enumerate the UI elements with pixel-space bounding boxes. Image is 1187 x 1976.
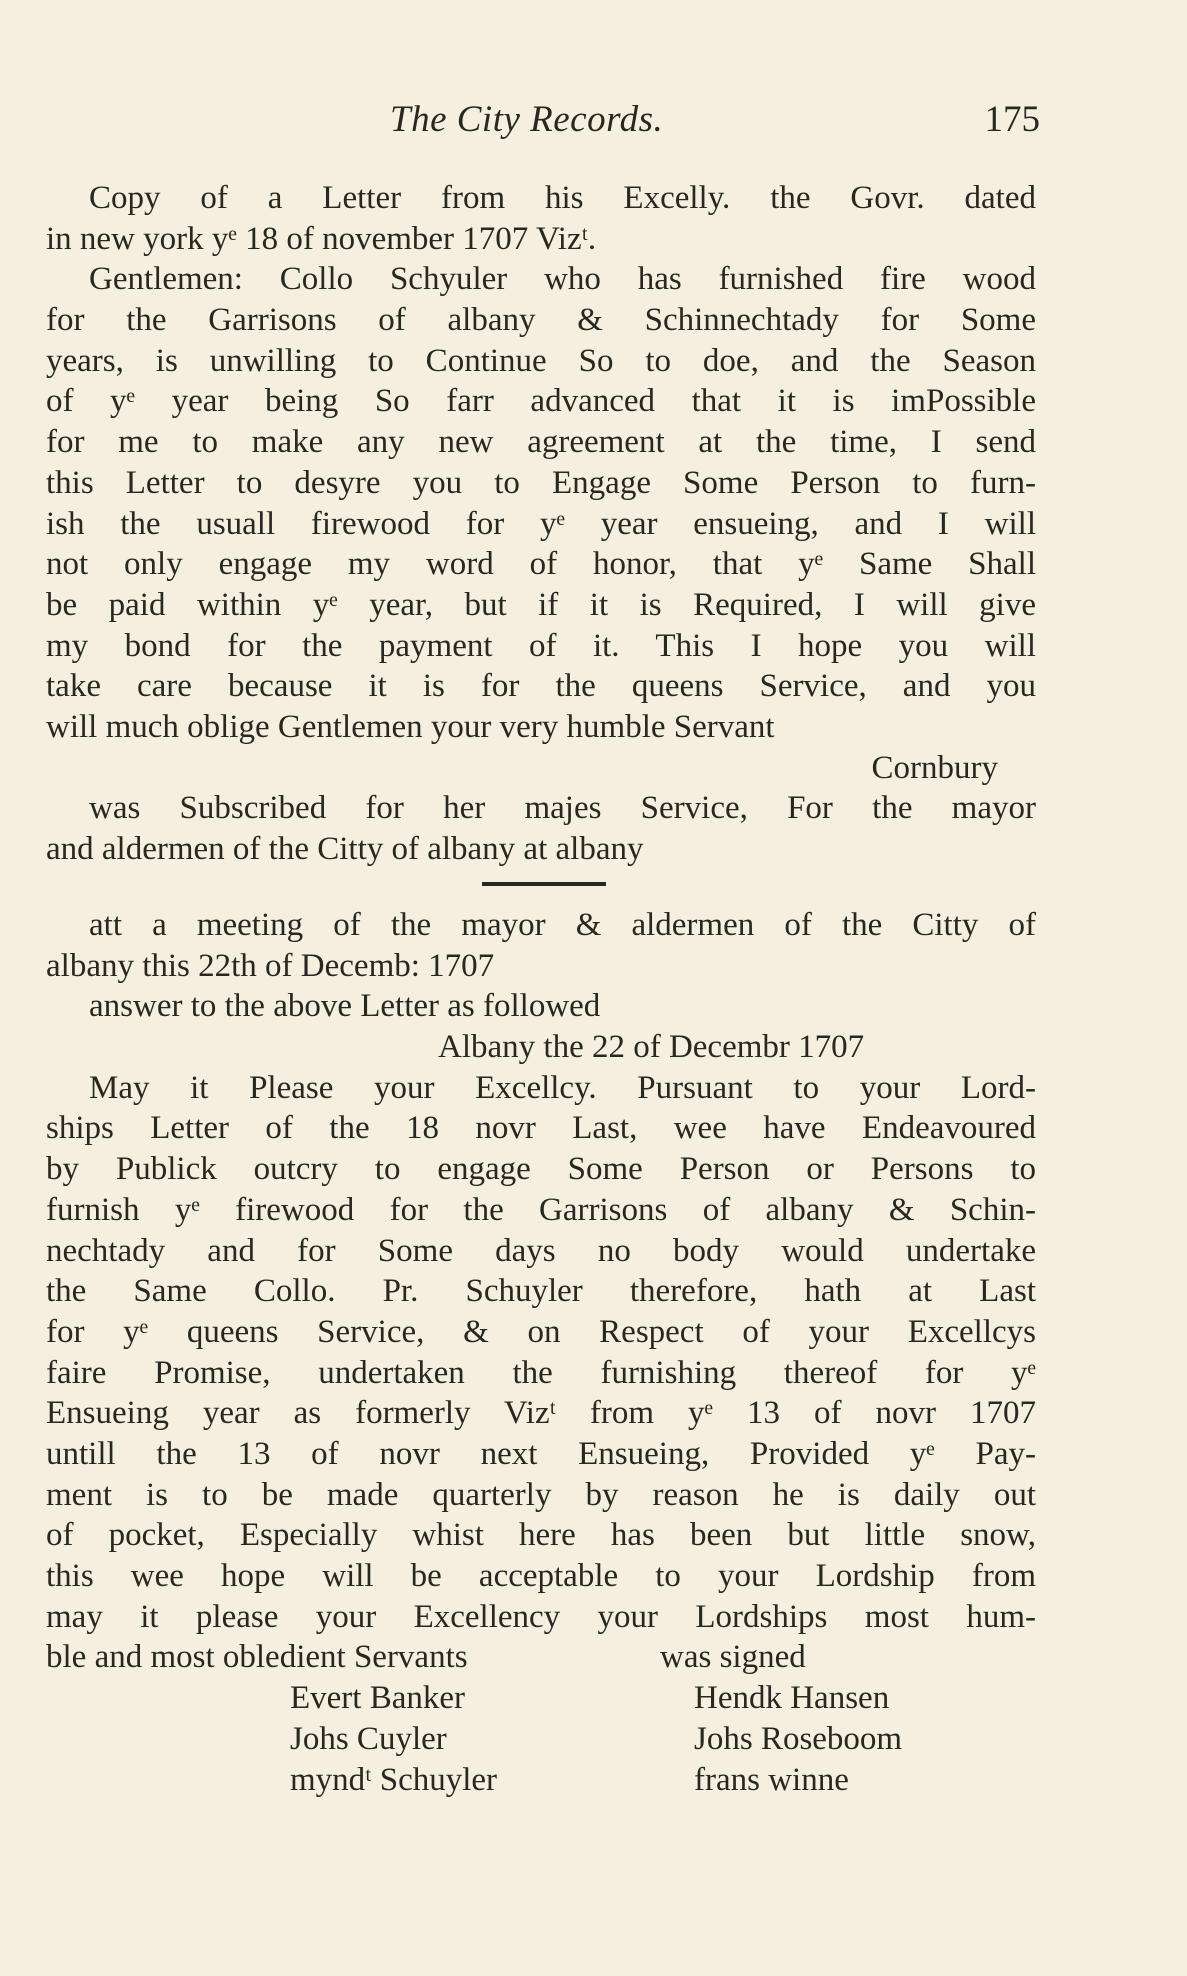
letter-line: be paid within yᵉ year, but if it is Required, I will give (46, 586, 1036, 623)
signatory-right: frans winne (694, 1762, 849, 1798)
answer-line: answer to the above Letter as followed (89, 988, 601, 1025)
letter-line: in new york yᵉ 18 of november 1707 Vizᵗ. (46, 220, 597, 257)
council-answer (46, 905, 1036, 1678)
letter-signature: Cornbury (871, 749, 998, 786)
page-header (390, 98, 1040, 148)
answer-line: ment is to be made quarterly by reason he is daily out (46, 1476, 1036, 1513)
signature-row (0, 1760, 1187, 1800)
answer-dateline: Albany the 22 of Decembr 1707 (438, 1029, 865, 1066)
answer-line: faire Promise, undertaken the furnishing thereof for yᵉ (46, 1354, 1036, 1391)
signatory-left: myndᵗ Schuyler (290, 1762, 498, 1798)
letter-line: ish the usuall firewood for yᵉ year ensueing, and I will (46, 505, 1036, 542)
answer-line: ships Letter of the 18 novr Last, wee have Endeavoured (46, 1110, 1036, 1147)
answer-line: untill the 13 of novr next Ensueing, Provided yᵉ Pay- (46, 1435, 1036, 1472)
governor-letter (46, 178, 1036, 870)
page-number: 175 (984, 99, 1040, 140)
signature-row (0, 1678, 1187, 1718)
signatory-left: Evert Banker (290, 1680, 466, 1716)
signatory-right: Hendk Hansen (694, 1680, 890, 1716)
answer-line: furnish yᵉ firewood for the Garrisons of albany & Schin- (46, 1191, 1036, 1228)
letter-line: was Subscribed for her majes Service, For the mayor (89, 790, 1036, 827)
letter-line: my bond for the payment of it. This I hope you will (46, 627, 1036, 664)
answer-line: this wee hope will be acceptable to your Lordship from (46, 1558, 1036, 1594)
answer-closing: ble and most obledient Servants (46, 1639, 468, 1676)
answer-line: Ensueing year as formerly Vizᵗ from yᵉ 13 of novr 1707 (46, 1395, 1036, 1432)
answer-line: May it Please your Excellcy. Pursuant to your Lord- (89, 1069, 1036, 1106)
signatory-right: Johs Roseboom (694, 1721, 903, 1757)
letter-line: will much oblige Gentlemen your very humble Servant (46, 708, 775, 745)
answer-line: albany this 22th of Decemb: 1707 (46, 947, 495, 984)
letter-line: for me to make any new agreement at the time, I send (46, 424, 1036, 461)
letter-line: years, is unwilling to Continue So to doe, and the Season (46, 342, 1036, 379)
answer-line: nechtady and for Some days no body would undertake (46, 1232, 1036, 1269)
answer-line: may it please your Excellency your Lordships most hum- (46, 1598, 1036, 1635)
was-signed-label: was signed (660, 1639, 806, 1676)
signature-row (0, 1719, 1187, 1759)
running-title: The City Records. (390, 99, 664, 140)
answer-line: the Same Collo. Pr. Schuyler therefore, hath at Last (46, 1273, 1036, 1310)
answer-closing-line (46, 1637, 1036, 1678)
signatory-left: Johs Cuyler (290, 1721, 447, 1757)
letter-line: Copy of a Letter from his Excelly. the Govr. dated (89, 180, 1036, 216)
section-divider (482, 882, 606, 886)
answer-line: att a meeting of the mayor & aldermen of the Citty of (89, 907, 1036, 943)
letter-line: for the Garrisons of albany & Schinnechtady for Some (46, 302, 1036, 339)
answer-line: by Publick outcry to engage Some Person or Persons to (46, 1151, 1036, 1188)
letter-line: Gentlemen: Collo Schyuler who has furnished fire wood (89, 261, 1036, 298)
letter-line: not only engage my word of honor, that yᵉ Same Shall (46, 546, 1036, 583)
letter-line: and aldermen of the Citty of albany at albany (46, 831, 644, 867)
answer-line: for yᵉ queens Service, & on Respect of your Excellcys (46, 1313, 1036, 1350)
letter-line: this Letter to desyre you to Engage Some Person to furn- (46, 464, 1036, 501)
letter-line: take care because it is for the queens Service, and you (46, 668, 1036, 705)
answer-line: of pocket, Especially whist here has been but little snow, (46, 1517, 1036, 1554)
letter-line: of yᵉ year being So farr advanced that it is imPossible (46, 383, 1036, 420)
